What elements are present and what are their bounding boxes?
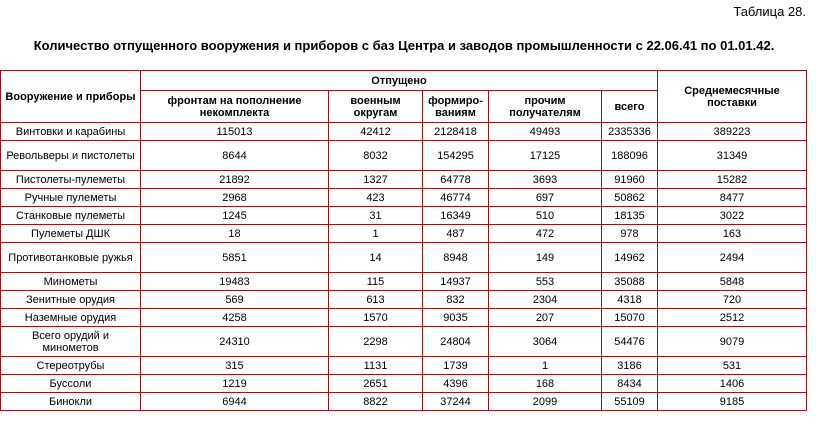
cell-fronts: 2968 xyxy=(141,189,329,207)
table-row xyxy=(1,357,807,375)
cell-monthly: 5848 xyxy=(658,273,807,291)
table-row xyxy=(1,327,807,357)
cell-monthly: 15282 xyxy=(658,171,807,189)
table-row xyxy=(1,291,807,309)
row-label: Ручные пулеметы xyxy=(1,189,141,207)
cell-monthly: 31349 xyxy=(658,141,807,171)
cell-districts: 1570 xyxy=(329,309,423,327)
row-label: Бинокли xyxy=(1,393,141,411)
table-row xyxy=(1,225,807,243)
row-label: Наземные орудия xyxy=(1,309,141,327)
table-row xyxy=(1,243,807,273)
cell-formations: 24804 xyxy=(423,327,489,357)
cell-total: 8434 xyxy=(602,375,658,393)
cell-total: 54476 xyxy=(602,327,658,357)
data-table xyxy=(0,70,807,411)
cell-monthly: 8477 xyxy=(658,189,807,207)
cell-monthly: 1406 xyxy=(658,375,807,393)
cell-districts: 1 xyxy=(329,225,423,243)
table-row xyxy=(1,171,807,189)
cell-formations: 64778 xyxy=(423,171,489,189)
header-released: Отпущено xyxy=(141,71,658,91)
cell-formations: 832 xyxy=(423,291,489,309)
cell-total: 55109 xyxy=(602,393,658,411)
cell-fronts: 569 xyxy=(141,291,329,309)
table-row xyxy=(1,309,807,327)
table-row xyxy=(1,123,807,141)
cell-fronts: 8644 xyxy=(141,141,329,171)
cell-total: 35088 xyxy=(602,273,658,291)
table-row xyxy=(1,207,807,225)
cell-other: 3064 xyxy=(489,327,602,357)
cell-total: 50862 xyxy=(602,189,658,207)
table-row xyxy=(1,273,807,291)
table-row xyxy=(1,375,807,393)
table-row xyxy=(1,393,807,411)
cell-other: 510 xyxy=(489,207,602,225)
cell-monthly: 9079 xyxy=(658,327,807,357)
cell-fronts: 6944 xyxy=(141,393,329,411)
cell-formations: 16349 xyxy=(423,207,489,225)
cell-monthly: 2512 xyxy=(658,309,807,327)
row-label: Винтовки и карабины xyxy=(1,123,141,141)
header-other: прочим получателям xyxy=(489,91,602,123)
cell-monthly: 2494 xyxy=(658,243,807,273)
row-label: Пистолеты-пулеметы xyxy=(1,171,141,189)
cell-districts: 14 xyxy=(329,243,423,273)
cell-monthly: 163 xyxy=(658,225,807,243)
cell-fronts: 1219 xyxy=(141,375,329,393)
cell-other: 168 xyxy=(489,375,602,393)
row-label: Противотанковые ружья xyxy=(1,243,141,273)
table-row xyxy=(1,189,807,207)
cell-districts: 2651 xyxy=(329,375,423,393)
table-number: Таблица 28. xyxy=(733,4,806,19)
cell-fronts: 19483 xyxy=(141,273,329,291)
header-districts: военным округам xyxy=(329,91,423,123)
cell-districts: 42412 xyxy=(329,123,423,141)
cell-total: 978 xyxy=(602,225,658,243)
cell-fronts: 18 xyxy=(141,225,329,243)
cell-other: 17125 xyxy=(489,141,602,171)
cell-formations: 9035 xyxy=(423,309,489,327)
cell-other: 2304 xyxy=(489,291,602,309)
cell-formations: 2128418 xyxy=(423,123,489,141)
cell-monthly: 389223 xyxy=(658,123,807,141)
row-label: Всего орудий и минометов xyxy=(1,327,141,357)
cell-formations: 46774 xyxy=(423,189,489,207)
header-formations: формиро-ваниям xyxy=(423,91,489,123)
row-label: Пулеметы ДШК xyxy=(1,225,141,243)
cell-formations: 487 xyxy=(423,225,489,243)
header-monthly: Среднемесячные поставки xyxy=(658,71,807,123)
cell-total: 188096 xyxy=(602,141,658,171)
cell-total: 91960 xyxy=(602,171,658,189)
row-label: Зенитные орудия xyxy=(1,291,141,309)
cell-other: 2099 xyxy=(489,393,602,411)
cell-other: 3693 xyxy=(489,171,602,189)
cell-total: 14962 xyxy=(602,243,658,273)
cell-districts: 2298 xyxy=(329,327,423,357)
header-total: всего xyxy=(602,91,658,123)
cell-other: 149 xyxy=(489,243,602,273)
cell-total: 15070 xyxy=(602,309,658,327)
cell-other: 207 xyxy=(489,309,602,327)
cell-other: 697 xyxy=(489,189,602,207)
table-body xyxy=(1,123,807,411)
cell-districts: 1131 xyxy=(329,357,423,375)
row-label: Буссоли xyxy=(1,375,141,393)
cell-formations: 37244 xyxy=(423,393,489,411)
cell-other: 553 xyxy=(489,273,602,291)
row-label: Стереотрубы xyxy=(1,357,141,375)
cell-other: 49493 xyxy=(489,123,602,141)
cell-fronts: 24310 xyxy=(141,327,329,357)
cell-formations: 154295 xyxy=(423,141,489,171)
cell-fronts: 115013 xyxy=(141,123,329,141)
cell-formations: 8948 xyxy=(423,243,489,273)
table-title: Количество отпущенного вооружения и приборов с баз Центра и заводов промышленности с 22.06.41 по 01.01.42. xyxy=(33,38,775,53)
cell-other: 1 xyxy=(489,357,602,375)
cell-other: 472 xyxy=(489,225,602,243)
table-row xyxy=(1,141,807,171)
cell-monthly: 3022 xyxy=(658,207,807,225)
cell-fronts: 5851 xyxy=(141,243,329,273)
header-item: Вооружение и приборы xyxy=(1,71,141,123)
cell-monthly: 531 xyxy=(658,357,807,375)
cell-formations: 4396 xyxy=(423,375,489,393)
cell-districts: 115 xyxy=(329,273,423,291)
row-label: Минометы xyxy=(1,273,141,291)
cell-districts: 613 xyxy=(329,291,423,309)
cell-fronts: 315 xyxy=(141,357,329,375)
cell-total: 18135 xyxy=(602,207,658,225)
cell-formations: 14937 xyxy=(423,273,489,291)
cell-fronts: 4258 xyxy=(141,309,329,327)
cell-districts: 1327 xyxy=(329,171,423,189)
cell-total: 4318 xyxy=(602,291,658,309)
cell-districts: 8822 xyxy=(329,393,423,411)
cell-monthly: 720 xyxy=(658,291,807,309)
cell-fronts: 1245 xyxy=(141,207,329,225)
cell-total: 2335336 xyxy=(602,123,658,141)
cell-districts: 8032 xyxy=(329,141,423,171)
cell-districts: 423 xyxy=(329,189,423,207)
cell-total: 3186 xyxy=(602,357,658,375)
cell-formations: 1739 xyxy=(423,357,489,375)
cell-fronts: 21892 xyxy=(141,171,329,189)
row-label: Револьверы и пистолеты xyxy=(1,141,141,171)
header-fronts: фронтам на пополнение некомплекта xyxy=(141,91,329,123)
cell-districts: 31 xyxy=(329,207,423,225)
row-label: Станковые пулеметы xyxy=(1,207,141,225)
cell-monthly: 9185 xyxy=(658,393,807,411)
